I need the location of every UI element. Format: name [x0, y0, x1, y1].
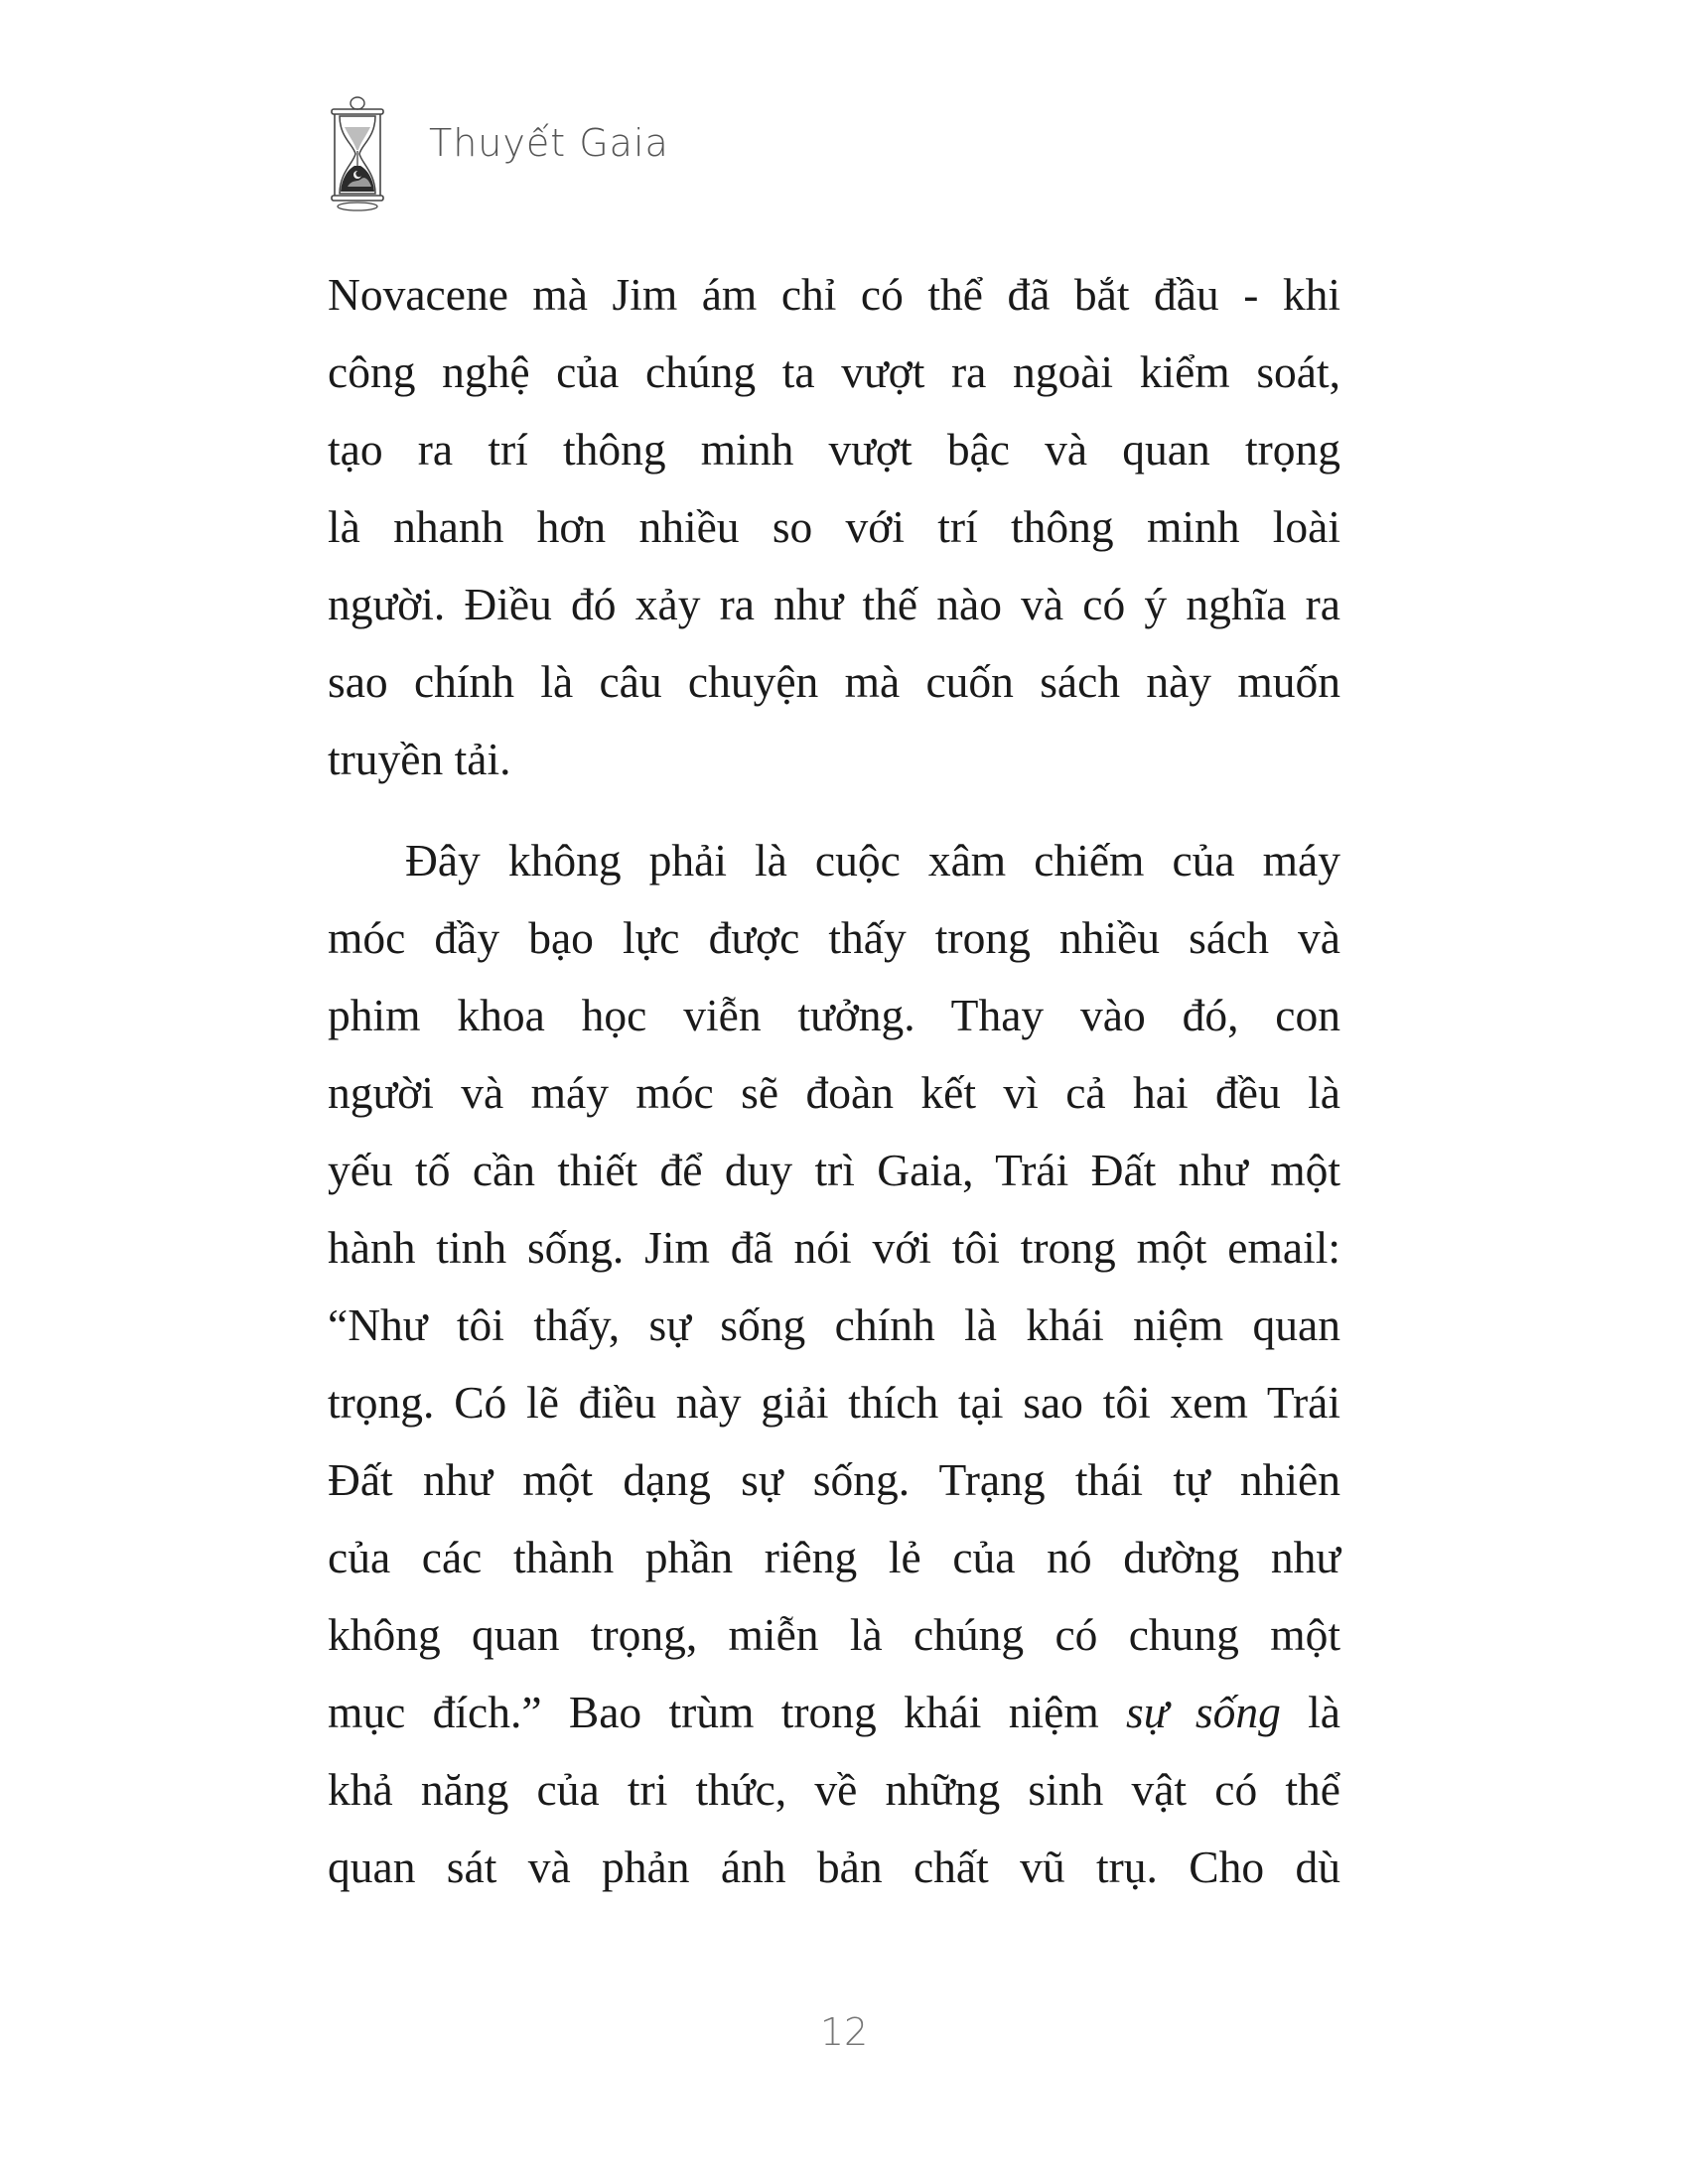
text-line: tạo ra trí thông minh vượt bậc và quan trọng — [328, 424, 1340, 475]
text-line: “Như tôi thấy, sự sống chính là khái niệm quan — [328, 1299, 1340, 1350]
text-line: khả năng của tri thức, về những sinh vật có thể — [328, 1764, 1340, 1815]
text-line: phim khoa học viễn tưởng. Thay vào đó, con — [328, 990, 1340, 1040]
text-line: truyền tải. — [328, 734, 511, 784]
text-line: là nhanh hơn nhiều so với trí thông minh loài — [328, 501, 1340, 552]
text-run: là — [1280, 1687, 1340, 1737]
text-line: công nghệ của chúng ta vượt ra ngoài kiểm soát, — [328, 346, 1340, 397]
text-line: Đất như một dạng sự sống. Trạng thái tự nhiên — [328, 1454, 1340, 1505]
page-number: 12 — [819, 2010, 869, 2054]
body-text — [328, 256, 1340, 1906]
paragraph — [328, 256, 1340, 798]
text-line: người. Điều đó xảy ra như thế nào và có ý nghĩa ra — [328, 579, 1340, 629]
text-line: quan sát và phản ánh bản chất vũ trụ. Cho dù — [328, 1842, 1340, 1892]
text-line: hành tinh sống. Jim đã nói với tôi trong một email: — [328, 1222, 1340, 1273]
page-header — [328, 93, 669, 214]
text-run: mục đích.” Bao trùm trong khái niệm — [328, 1687, 1127, 1737]
text-line-with-italic — [328, 1674, 1340, 1751]
text-line: Đây không phải là cuộc xâm chiếm của máy — [405, 835, 1340, 886]
text-line: Novacene mà Jim ám chỉ có thể đã bắt đầu - khi — [328, 269, 1340, 320]
italic-term: sự sống — [1126, 1687, 1281, 1737]
text-line: móc đầy bạo lực được thấy trong nhiều sách và — [328, 912, 1340, 963]
text-line: của các thành phần riêng lẻ của nó dường như — [328, 1532, 1340, 1582]
hourglass-icon — [328, 93, 387, 214]
text-line: người và máy móc sẽ đoàn kết vì cả hai đều là — [328, 1067, 1340, 1118]
paragraph-gap — [328, 798, 1340, 822]
running-title: Thuyết Gaia — [429, 121, 669, 165]
text-line: không quan trọng, miễn là chúng có chung một — [328, 1609, 1340, 1660]
text-line: sao chính là câu chuyện mà cuốn sách này muốn — [328, 656, 1340, 707]
text-line: trọng. Có lẽ điều này giải thích tại sao tôi xem Trái — [328, 1377, 1340, 1428]
text-line: yếu tố cần thiết để duy trì Gaia, Trái Đất như một — [328, 1145, 1340, 1195]
paragraph — [328, 822, 1340, 1906]
